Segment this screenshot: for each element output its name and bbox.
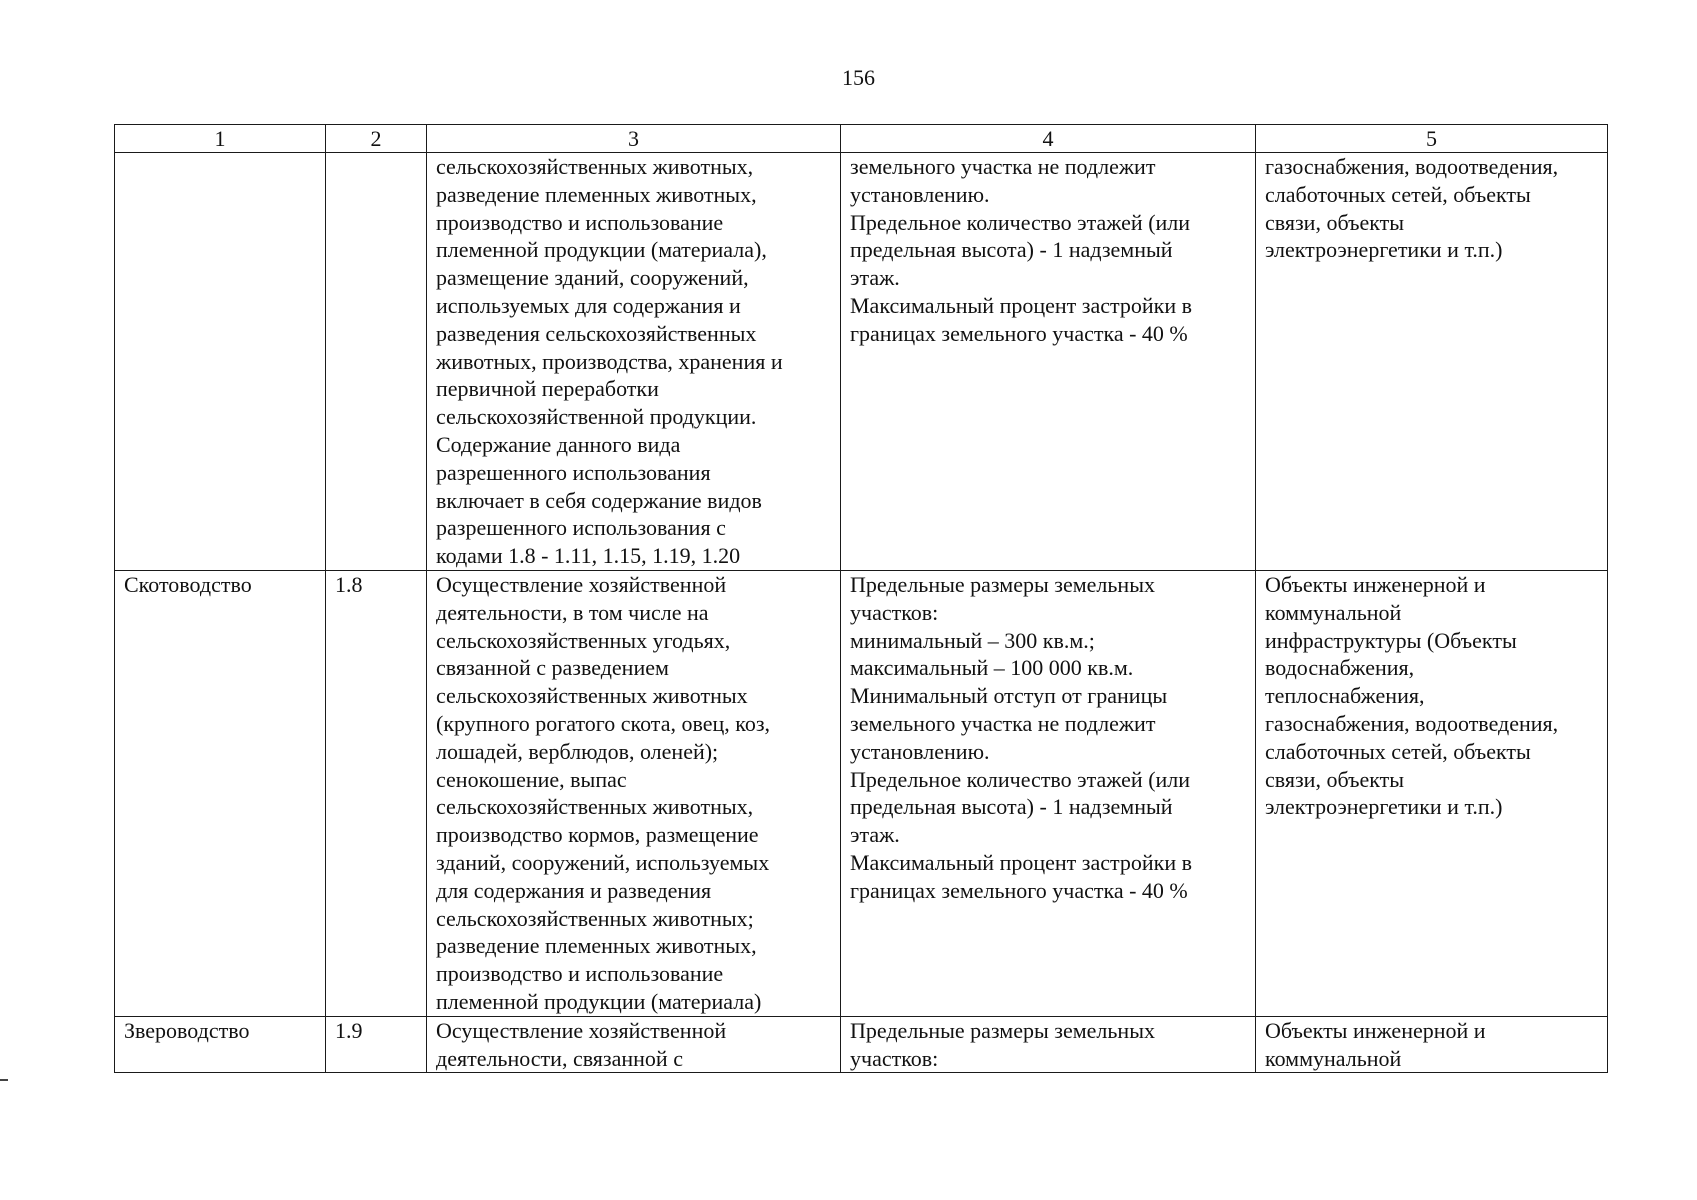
cell-text-line: Предельное количество этажей (или xyxy=(850,209,1191,235)
use-name-cell: Звероводство xyxy=(115,1016,326,1073)
cell-text-line: коммунальной xyxy=(1265,1045,1402,1071)
cell-text-line: сельскохозяйственной продукции. xyxy=(436,404,757,430)
cell-text-line: лошадей, верблюдов, оленей); xyxy=(436,738,719,764)
cell-text-line: производство кормов, размещение xyxy=(436,822,759,848)
cell-text-line: земельного участка не подлежит xyxy=(850,710,1156,736)
cell-text-line: Осуществление хозяйственной xyxy=(436,571,727,597)
header-col-3: 3 xyxy=(427,125,841,153)
cell-text-line: производство и использование xyxy=(436,961,724,987)
cell-text-line: включает в себя содержание видов xyxy=(436,487,762,513)
cell-text-line: участков: xyxy=(850,599,939,625)
cell-text-line: Предельные размеры земельных xyxy=(850,571,1155,597)
cell-text-line: установлению. xyxy=(850,181,990,207)
cell-text-line: газоснабжения, водоотведения, xyxy=(1265,710,1559,736)
use-description-cell xyxy=(427,1016,841,1073)
header-col-5: 5 xyxy=(1256,125,1608,153)
cell-text-line: Максимальный процент застройки в xyxy=(850,292,1192,318)
cell-text-line: Объекты инженерной и xyxy=(1265,571,1486,597)
use-code-cell: 1.8 xyxy=(326,570,427,1016)
cell-text-line: участков: xyxy=(850,1045,939,1071)
cell-text-line: производство и использование xyxy=(436,209,724,235)
use-name-cell: Скотоводство xyxy=(115,570,326,1016)
use-code-cell xyxy=(326,153,427,571)
cell-text-line: для содержания и разведения xyxy=(436,877,712,903)
cell-text-line: (крупного рогатого скота, овец, коз, xyxy=(436,710,771,736)
use-description-cell xyxy=(427,570,841,1016)
cell-text-line: деятельности, связанной с xyxy=(436,1045,683,1071)
cell-text-line: предельная высота) - 1 надземный xyxy=(850,794,1173,820)
land-use-table xyxy=(114,124,1608,1073)
cell-text-line: электроэнергетики и т.п.) xyxy=(1265,237,1503,263)
cell-text-line: сенокошение, выпас xyxy=(436,766,627,792)
cell-text-line: Максимальный процент застройки в xyxy=(850,849,1192,875)
cell-text-line: сельскохозяйственных животных, xyxy=(436,154,754,179)
cell-text-line: границах земельного участка - 40 % xyxy=(850,877,1188,903)
cell-text-line: Предельное количество этажей (или xyxy=(850,766,1191,792)
cell-text-line: разведения сельскохозяйственных xyxy=(436,320,757,346)
table-row xyxy=(115,153,1608,571)
cell-text-line: сельскохозяйственных животных; xyxy=(436,905,754,931)
cell-text-line: размещение зданий, сооружений, xyxy=(436,265,749,291)
cell-text-line: электроэнергетики и т.п.) xyxy=(1265,794,1503,820)
cell-text-line: разведение племенных животных, xyxy=(436,181,757,207)
cell-text-line: Предельные размеры земельных xyxy=(850,1017,1155,1043)
cell-text-line: Объекты инженерной и xyxy=(1265,1017,1486,1043)
page-number: 156 xyxy=(842,65,875,90)
cell-text-line: газоснабжения, водоотведения, xyxy=(1265,154,1559,179)
cell-text-line: связи, объекты xyxy=(1265,766,1405,792)
cell-text-line: племенной продукции (материала), xyxy=(436,237,767,263)
cell-text-line: границах земельного участка - 40 % xyxy=(850,320,1188,346)
cell-text-line: деятельности, в том числе на xyxy=(436,599,709,625)
use-description-cell xyxy=(427,153,841,571)
cell-text-line: сельскохозяйственных угодьях, xyxy=(436,627,731,653)
use-name-cell xyxy=(115,153,326,571)
cell-text-line: разрешенного использования с xyxy=(436,515,726,541)
use-code-cell: 1.9 xyxy=(326,1016,427,1073)
use-objects-cell xyxy=(1256,153,1608,571)
cell-text-line: земельного участка не подлежит xyxy=(850,154,1156,179)
use-parameters-cell xyxy=(841,153,1256,571)
cell-text-line: водоснабжения, xyxy=(1265,655,1415,681)
cell-text-line: Содержание данного вида xyxy=(436,431,681,457)
use-parameters-cell xyxy=(841,570,1256,1016)
cell-text-line: животных, производства, хранения и xyxy=(436,348,783,374)
cell-text-line: этаж. xyxy=(850,265,900,291)
cell-text-line: сельскохозяйственных животных, xyxy=(436,794,754,820)
cell-text-line: сельскохозяйственных животных xyxy=(436,683,748,709)
cell-text-line: максимальный – 100 000 кв.м. xyxy=(850,655,1134,681)
cell-text-line: кодами 1.8 - 1.11, 1.15, 1.19, 1.20 xyxy=(436,543,741,569)
cell-text-line: этаж. xyxy=(850,822,900,848)
cell-text-line: Осуществление хозяйственной xyxy=(436,1017,727,1043)
header-col-1: 1 xyxy=(115,125,326,153)
cell-text-line: зданий, сооружений, используемых xyxy=(436,849,770,875)
cell-text-line: Минимальный отступ от границы xyxy=(850,683,1168,709)
cell-text-line: инфраструктуры (Объекты xyxy=(1265,627,1517,653)
cell-text-line: минимальный – 300 кв.м.; xyxy=(850,627,1095,653)
cell-text-line: связи, объекты xyxy=(1265,209,1405,235)
cell-text-line: используемых для содержания и xyxy=(436,292,741,318)
use-objects-cell xyxy=(1256,1016,1608,1073)
cell-text-line: племенной продукции (материала) xyxy=(436,988,762,1014)
cell-text-line: теплоснабжения, xyxy=(1265,683,1425,709)
header-col-2: 2 xyxy=(326,125,427,153)
cell-text-line: коммунальной xyxy=(1265,599,1402,625)
table-row xyxy=(115,1016,1608,1073)
cell-text-line: разрешенного использования xyxy=(436,459,711,485)
use-objects-cell xyxy=(1256,570,1608,1016)
cell-text-line: установлению. xyxy=(850,738,990,764)
cell-text-line: слаботочных сетей, объекты xyxy=(1265,181,1531,207)
cell-text-line: разведение племенных животных, xyxy=(436,933,757,959)
table-header-row xyxy=(115,125,1608,153)
use-parameters-cell xyxy=(841,1016,1256,1073)
table-row xyxy=(115,570,1608,1016)
header-col-4: 4 xyxy=(841,125,1256,153)
cell-text-line: первичной переработки xyxy=(436,376,659,402)
cell-text-line: предельная высота) - 1 надземный xyxy=(850,237,1173,263)
cell-text-line: слаботочных сетей, объекты xyxy=(1265,738,1531,764)
cell-text-line: связанной с разведением xyxy=(436,655,669,681)
scan-edge-mark xyxy=(0,1079,8,1081)
